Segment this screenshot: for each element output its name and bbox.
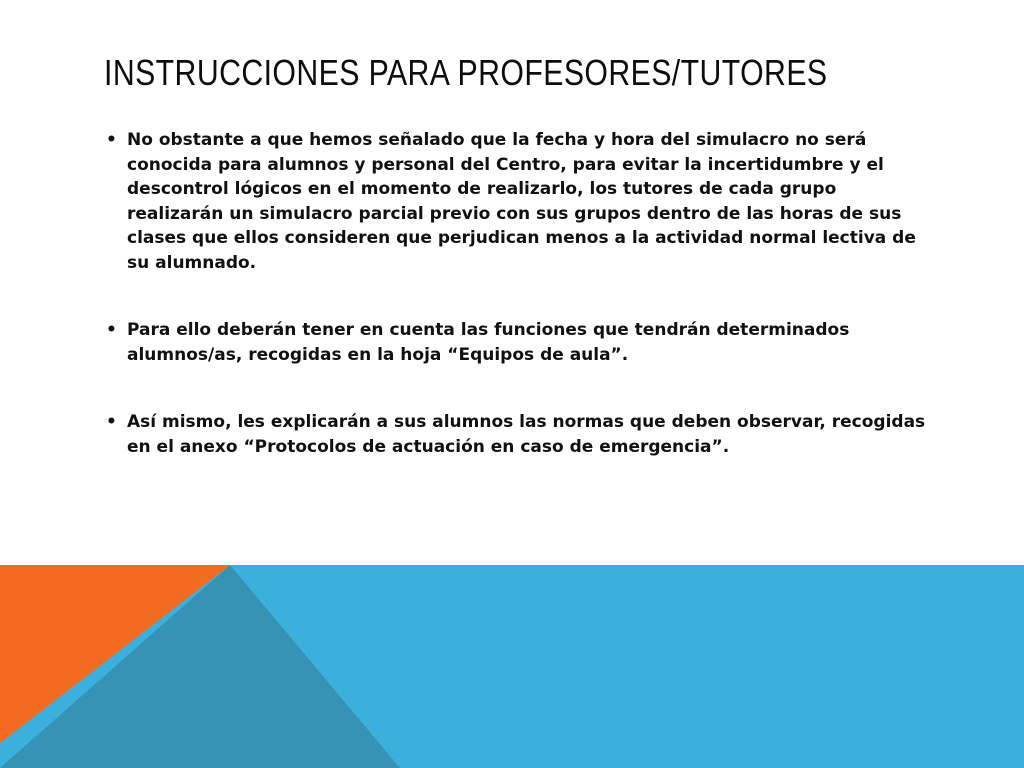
decorative-footer-shapes <box>0 565 1024 768</box>
bullet-point-icon: • <box>106 320 117 340</box>
bullet-item-1 <box>106 128 936 275</box>
bullet-text: No obstante a que hemos señalado que la fecha y hora del simulacro no será conocida para alumnos y personal del Centro, para evitar la incertidumbre y el descontrol lógicos en el momento de realizarlo, los tutores de cada grupo realizarán un simulacro parcial previo con sus grupos dentro de las horas de sus clases que ellos consideren que perjudican menos a la actividad normal lectiva de su alumnado. <box>127 130 916 273</box>
bullet-text: Para ello deberán tener en cuenta las funciones que tendrán determinados alumnos/as, recogidas en la hoja “Equipos de aula”. <box>127 320 850 365</box>
bullet-item-2 <box>106 318 936 367</box>
bullet-item-3 <box>106 410 936 459</box>
bullet-point-icon: • <box>106 412 117 432</box>
slide-title: INSTRUCCIONES PARA PROFESORES/TUTORES <box>104 52 828 93</box>
bullet-text: Así mismo, les explicarán a sus alumnos las normas que deben observar, recogidas en el anexo “Protocolos de actuación en caso de emergencia”. <box>127 412 926 457</box>
bullet-list <box>106 128 936 502</box>
bullet-point-icon: • <box>106 130 117 150</box>
